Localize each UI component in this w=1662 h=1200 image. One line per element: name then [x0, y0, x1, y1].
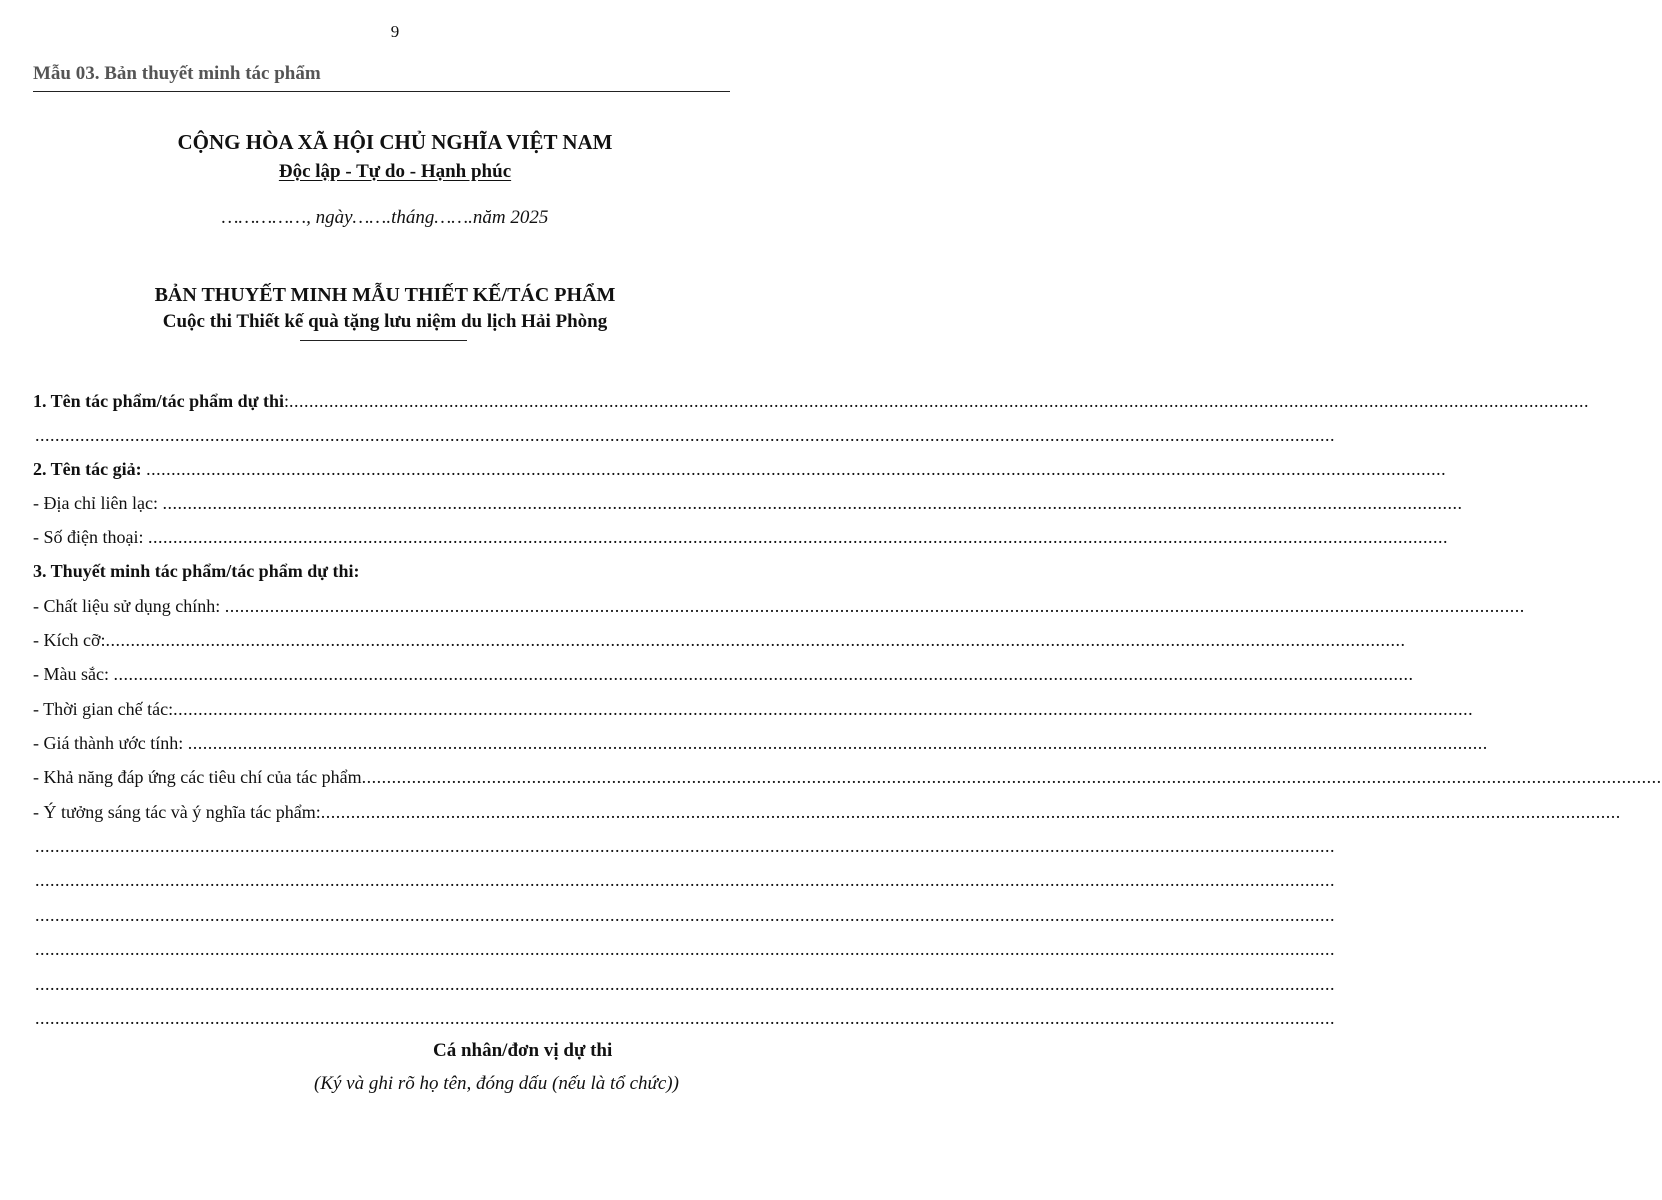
work-title-separator: :	[284, 391, 290, 411]
idea-line-4[interactable]: ....................................................................................................................................................................................................................................................................	[35, 939, 1335, 959]
material-label: - Chất liệu sử dụng chính:	[33, 596, 221, 616]
fill-dots: ....................................................................................................................................................................................................................................................................	[289, 391, 1590, 411]
fill-dots: ....................................................................................................................................................................................................................................................................	[113, 664, 1414, 684]
phone-label: - Số điện thoại:	[33, 527, 144, 547]
title-underline	[300, 340, 467, 341]
form-code: Mẫu 03. Bản thuyết minh tác phẩm	[33, 63, 321, 84]
fill-dots: ....................................................................................................................................................................................................................................................................	[187, 733, 1488, 753]
size-label: - Kích cỡ:	[33, 630, 106, 650]
fill-dots: ....................................................................................................................................................................................................................................................................	[320, 802, 1621, 822]
address-label: - Địa chỉ liên lạc:	[33, 493, 158, 513]
motto	[0, 161, 790, 183]
production-time-label: - Thời gian chế tác:	[33, 699, 174, 719]
production-time-field[interactable]	[33, 697, 1474, 721]
idea-label: - Ý tưởng sáng tác và ý nghĩa tác phẩm:	[33, 802, 321, 822]
idea-line-2[interactable]: ....................................................................................................................................................................................................................................................................	[35, 870, 1335, 890]
fill-dots: ....................................................................................................................................................................................................................................................................	[146, 459, 1447, 479]
document-subtitle: Cuộc thi Thiết kế quà tặng lưu niệm du lịch Hải Phòng	[162, 311, 608, 332]
fill-dots: ....................................................................................................................................................................................................................................................................	[148, 527, 1448, 547]
idea-field[interactable]	[33, 800, 1621, 824]
phone-field[interactable]	[33, 525, 1448, 549]
section3-heading: 3. Thuyết minh tác phẩm/tác phẩm dự thi:	[33, 561, 360, 581]
criteria-label: - Khả năng đáp ứng các tiêu chí của tác phẩm	[33, 767, 362, 787]
color-field[interactable]	[33, 662, 1414, 686]
page-number: 9	[390, 22, 400, 41]
work-title-label: 1. Tên tác phẩm/tác phẩm dự thi	[33, 391, 284, 411]
fill-dots: ....................................................................................................................................................................................................................................................................	[162, 493, 1463, 513]
national-title: CỘNG HÒA XÃ HỘI CHỦ NGHĨA VIỆT NAM	[177, 130, 613, 154]
motto-text: Độc lập - Tự do - Hạnh phúc	[278, 161, 512, 182]
work-title-field[interactable]	[33, 389, 1590, 413]
fill-dots: ....................................................................................................................................................................................................................................................................	[361, 767, 1662, 787]
header-rule	[33, 91, 730, 92]
work-title-continuation-line[interactable]: ....................................................................................................................................................................................................................................................................	[35, 425, 1335, 445]
signer-label: Cá nhân/đơn vị dự thi	[433, 1040, 613, 1061]
material-field[interactable]	[33, 594, 1525, 618]
date-line: ……………, ngày…….tháng…….năm 2025	[221, 207, 549, 228]
idea-line-1[interactable]: ....................................................................................................................................................................................................................................................................	[35, 836, 1335, 856]
criteria-field[interactable]	[33, 765, 1662, 789]
idea-line-5[interactable]: ....................................................................................................................................................................................................................................................................	[35, 974, 1335, 994]
estimated-price-label: - Giá thành ước tính:	[33, 733, 184, 753]
author-name-field[interactable]	[33, 457, 1447, 481]
fill-dots: ....................................................................................................................................................................................................................................................................	[105, 630, 1406, 650]
author-name-label: 2. Tên tác giả:	[33, 459, 142, 479]
fill-dots: ....................................................................................................................................................................................................................................................................	[173, 699, 1474, 719]
idea-line-6[interactable]: ....................................................................................................................................................................................................................................................................	[35, 1008, 1335, 1028]
estimated-price-field[interactable]	[33, 731, 1488, 755]
idea-line-3[interactable]: ....................................................................................................................................................................................................................................................................	[35, 905, 1335, 925]
size-field[interactable]	[33, 628, 1406, 652]
color-label: - Màu sắc:	[33, 664, 109, 684]
document-title: BẢN THUYẾT MINH MẪU THIẾT KẾ/TÁC PHẨM	[154, 284, 616, 306]
signer-note: (Ký và ghi rõ họ tên, đóng dấu (nếu là tổ chức))	[314, 1073, 679, 1094]
address-field[interactable]	[33, 491, 1463, 515]
fill-dots: ....................................................................................................................................................................................................................................................................	[224, 596, 1525, 616]
